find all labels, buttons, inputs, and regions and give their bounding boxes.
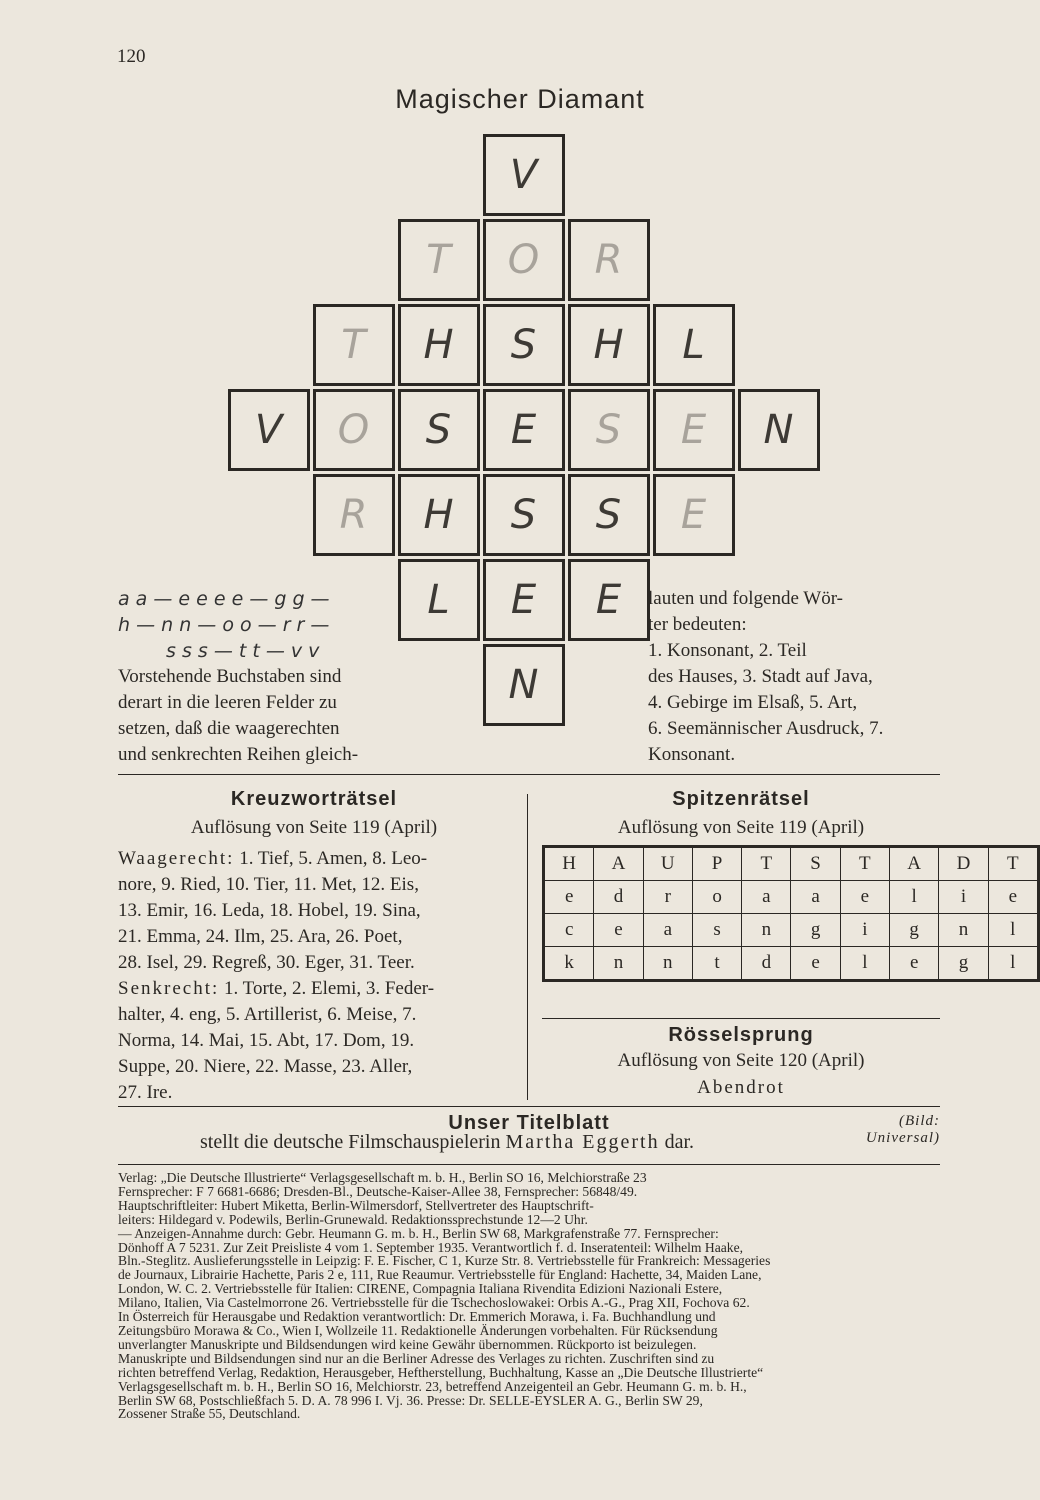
- diamond-cell: V: [483, 134, 565, 216]
- text-line: Konsonant.: [648, 744, 736, 765]
- text-line: de Journaux, Librairie Hachette, Paris 2 e, 111, Rue Reaumur. Vertriebsstelle für England: Hachette, 34, Maiden Lane,: [118, 1267, 762, 1283]
- kreuz-line: Norma, 14. Mai, 15. Abt, 17. Dom, 19.: [118, 1030, 415, 1051]
- text-line: ter bedeuten:: [648, 614, 747, 635]
- diamond-cell: E: [653, 389, 735, 471]
- diamond-instructions-right: [648, 586, 940, 768]
- text-line: Dönhoff A 7 5231. Zur Zeit Preisliste 4 vom 1. September 1935. Verantwortlich f. d. Inseratenteil: Wilhelm Haake,: [118, 1239, 744, 1255]
- photo-credit-line: Universal): [865, 1130, 940, 1146]
- text-line: und senkrechten Reihen gleich-: [118, 744, 359, 765]
- letter-pool-line: h — n n — o o — r r —: [118, 614, 330, 636]
- diamond-cell: O: [483, 219, 565, 301]
- letter-pool-line: a a — e e e e — g g —: [118, 588, 330, 610]
- text-line: Zossener Straße 55, Deutschland.: [118, 1406, 301, 1422]
- spitzen-row: [544, 914, 1039, 947]
- text-line: Bln.-Steglitz. Auslieferungsstelle in Leipzig: F. E. Fischer, C 1, Kurze Str. 8. Vertriebsstelle für Frankreich: Messageries: [118, 1253, 771, 1269]
- spitzen-cell: e: [988, 881, 1038, 914]
- actress-name: Martha Eggerth: [505, 1131, 660, 1153]
- kreuz-line: 21. Emma, 24. Ilm, 25. Ara, 26. Poet,: [118, 926, 403, 947]
- spitzen-row: [544, 847, 1039, 881]
- diamond-cell: E: [483, 559, 565, 641]
- diamond-cell: H: [398, 304, 480, 386]
- diamond-cell: S: [568, 474, 650, 556]
- diamond-cell: V: [228, 389, 310, 471]
- titelblatt-text: [200, 1131, 694, 1154]
- text-line: Berlin SW 68, Postschließfach 5. D. A. 78 996 I. Vj. 36. Presse: Dr. SELLE-EYSLER A. G., Berlin SW 29,: [118, 1392, 703, 1408]
- text-line: 4. Gebirge im Elsaß, 5. Art,: [648, 692, 858, 713]
- spitzen-cell: l: [840, 947, 889, 981]
- diamond-cell: N: [738, 389, 820, 471]
- text-line: In Österreich für Herausgabe und Redaktion verantwortlich: Dr. Emmerich Morawa, i. Fa. Buchhandlung und: [118, 1309, 716, 1325]
- text-line: Milano, Italien, Via Castelmorrone 26. Vertriebsstelle für die Tschechoslowakei: Orbis A.-G., Prag XII, Fochova 62.: [118, 1295, 750, 1311]
- text-line: — Anzeigen-Annahme durch: Gebr. Heumann G. m. b. H., Berlin SW 68, Markgrafenstraße 77. Fernsprecher:: [118, 1225, 719, 1241]
- spitzen-cell: e: [840, 881, 889, 914]
- text-line: lauten und folgende Wör-: [648, 588, 844, 609]
- diamond-cell: E: [653, 474, 735, 556]
- kreuz-line: Suppe, 20. Niere, 22. Masse, 23. Aller,: [118, 1056, 413, 1077]
- spitzen-cell: l: [890, 881, 939, 914]
- diamond-cell: H: [398, 474, 480, 556]
- divider: [542, 1018, 940, 1019]
- spitzen-cell: P: [692, 847, 741, 881]
- spitzen-cell: n: [939, 914, 988, 947]
- spitzen-cell: d: [742, 947, 791, 981]
- spitzen-cell: e: [791, 947, 840, 981]
- diamond-cell: H: [568, 304, 650, 386]
- titelblatt-text-pre: stellt die deutsche Filmschauspielerin: [200, 1131, 506, 1153]
- spitzen-cell: n: [594, 947, 643, 981]
- letter-pool-line: s s s — t t — v v: [166, 640, 320, 662]
- spitzen-cell: t: [692, 947, 741, 981]
- spitzen-cell: a: [791, 881, 840, 914]
- spitzen-cell: T: [840, 847, 889, 881]
- kreuz-subheading: Auflösung von Seite 119 (April): [190, 817, 438, 838]
- diamond-cell: S: [398, 389, 480, 471]
- divider: [118, 1106, 940, 1107]
- kreuz-line: 27. Ire.: [118, 1082, 173, 1103]
- text-line: Verlag: „Die Deutsche Illustrierte“ Verlagsgesellschaft m. b. H., Berlin SO 16, Melchiorstraße 23: [118, 1170, 647, 1185]
- spitzen-cell: g: [890, 914, 939, 947]
- spitzen-cell: A: [594, 847, 643, 881]
- spitzen-cell: a: [643, 914, 692, 947]
- text-line: setzen, daß die waagerechten: [118, 718, 340, 739]
- spitzen-cell: l: [988, 914, 1038, 947]
- photo-credit-line: (Bild:: [899, 1113, 940, 1129]
- diamond-cell: E: [568, 559, 650, 641]
- spitzen-cell: T: [742, 847, 791, 881]
- spitzen-cell: r: [643, 881, 692, 914]
- titelblatt-text-post: dar.: [659, 1131, 695, 1153]
- text-line: unverlangter Manuskripte und Bildsendungen wird keine Gewähr übernommen. Rückporto ist beizulegen.: [118, 1336, 697, 1352]
- spitzen-cell: S: [791, 847, 840, 881]
- spitzen-grid: [542, 845, 1040, 982]
- kreuz-solution: [118, 846, 512, 1106]
- kreuz-line: 28. Isel, 29. Regreß, 30. Eger, 31. Teer.: [118, 952, 415, 973]
- diamond-cell: O: [313, 389, 395, 471]
- text-line: Verlagsgesellschaft m. b. H., Berlin SO 16, Melchiorstr. 23, betreffend Anzeigenteil an Gebr. Heumann G. m. b. H.,: [118, 1378, 747, 1394]
- text-line: des Hauses, 3. Stadt auf Java,: [648, 666, 873, 687]
- spitzen-row: [544, 881, 1039, 914]
- spitzen-cell: s: [692, 914, 741, 947]
- text-line: leiters: Hildegard v. Podewils, Berlin-Grunewald. Redaktionssprechstunde 12—2 Uhr.: [118, 1211, 588, 1227]
- spitzen-cell: U: [643, 847, 692, 881]
- divider: [118, 1164, 940, 1165]
- imprint: [118, 1171, 940, 1421]
- spitzen-cell: a: [742, 881, 791, 914]
- spitzen-cell: k: [544, 947, 594, 981]
- spitzen-cell: g: [791, 914, 840, 947]
- kreuz-line: 13. Emir, 16. Leda, 18. Hobel, 19. Sina,: [118, 900, 421, 921]
- text-line: Vorstehende Buchstaben sind: [118, 666, 342, 687]
- diamond-cell: R: [568, 219, 650, 301]
- roessel-answer: Abendrot: [697, 1077, 785, 1098]
- roessel-heading: Rösselsprung: [668, 1024, 814, 1046]
- diamond-title: Magischer Diamant: [395, 84, 645, 114]
- spitzen-heading: Spitzenrätsel: [672, 788, 810, 810]
- spitzen-row: [544, 947, 1039, 981]
- kreuz-line: halter, 4. eng, 5. Artillerist, 6. Meise, 7.: [118, 1004, 417, 1025]
- diamond-cell: E: [483, 389, 565, 471]
- spitzen-cell: A: [890, 847, 939, 881]
- kreuz-direction-label: Senkrecht:: [118, 978, 220, 999]
- diamond-cell: N: [483, 644, 565, 726]
- diamond-cell: T: [398, 219, 480, 301]
- text-line: Hauptschriftleiter: Hubert Miketta, Berlin-Wilmersdorf, Stellvertreter des Hauptschrift-: [118, 1197, 594, 1213]
- text-line: 1. Konsonant, 2. Teil: [648, 640, 807, 661]
- spitzen-cell: T: [988, 847, 1038, 881]
- diamond-instructions-left: [118, 664, 410, 768]
- spitzen-cell: H: [544, 847, 594, 881]
- photo-credit: [836, 1113, 940, 1147]
- kreuz-line: Waagerecht: 1. Tief, 5. Amen, 8. Leo-: [118, 848, 428, 869]
- kreuz-line: nore, 9. Ried, 10. Tier, 11. Met, 12. Eis,: [118, 874, 419, 895]
- text-line: 6. Seemännischer Ausdruck, 7.: [648, 718, 884, 739]
- column-divider: [527, 794, 528, 1100]
- spitzen-subheading: Auflösung von Seite 119 (April): [617, 817, 865, 838]
- text-line: richten betreffend Verlag, Redaktion, Herausgeber, Heftherstellung, Buchhaltung, Kasse an „Die Deutsche Illustrierte“: [118, 1364, 764, 1380]
- titelblatt-heading: Unser Titelblatt: [448, 1112, 610, 1134]
- text-line: Manuskripte und Bildsendungen sind nur an die Berliner Adresse des Verlages zu richten. Zuschriften sind zu: [118, 1350, 715, 1366]
- kreuz-line: Senkrecht: 1. Torte, 2. Elemi, 3. Feder-: [118, 978, 435, 999]
- page-number: 120: [117, 46, 146, 67]
- roessel-subheading: Auflösung von Seite 120 (April): [617, 1050, 865, 1071]
- spitzen-cell: i: [939, 881, 988, 914]
- diamond-cell: R: [313, 474, 395, 556]
- spitzen-cell: n: [643, 947, 692, 981]
- kreuz-heading: Kreuzworträtsel: [230, 788, 398, 810]
- spitzen-cell: d: [594, 881, 643, 914]
- spitzen-cell: c: [544, 914, 594, 947]
- diamond-cell: T: [313, 304, 395, 386]
- spitzen-cell: e: [890, 947, 939, 981]
- diamond-cell: S: [568, 389, 650, 471]
- diamond-cell: L: [398, 559, 480, 641]
- text-line: Fernsprecher: F 7 6681-6686; Dresden-Bl., Deutsche-Kaiser-Allee 38, Fernsprecher: 56848/49.: [118, 1183, 638, 1199]
- spitzen-cell: l: [988, 947, 1038, 981]
- kreuz-direction-label: Waagerecht:: [118, 848, 235, 869]
- diamond-cell: S: [483, 474, 565, 556]
- text-line: London, W. C. 2. Vertriebsstelle für Italien: CIRENE, Compagnia Italiana Rivendita Edizioni Nazionali Estere,: [118, 1281, 723, 1297]
- spitzen-cell: o: [692, 881, 741, 914]
- spitzen-cell: e: [594, 914, 643, 947]
- spitzen-cell: n: [742, 914, 791, 947]
- diamond-cell: L: [653, 304, 735, 386]
- divider: [118, 774, 940, 775]
- diamond-cell: S: [483, 304, 565, 386]
- text-line: Zeitungsbüro Morawa & Co., Wien I, Wollzeile 11. Redaktionelle Änderungen vorbehalten. Für Rücksendung: [118, 1322, 718, 1338]
- spitzen-cell: e: [544, 881, 594, 914]
- spitzen-cell: i: [840, 914, 889, 947]
- spitzen-cell: D: [939, 847, 988, 881]
- spitzen-cell: g: [939, 947, 988, 981]
- text-line: derart in die leeren Felder zu: [118, 692, 337, 713]
